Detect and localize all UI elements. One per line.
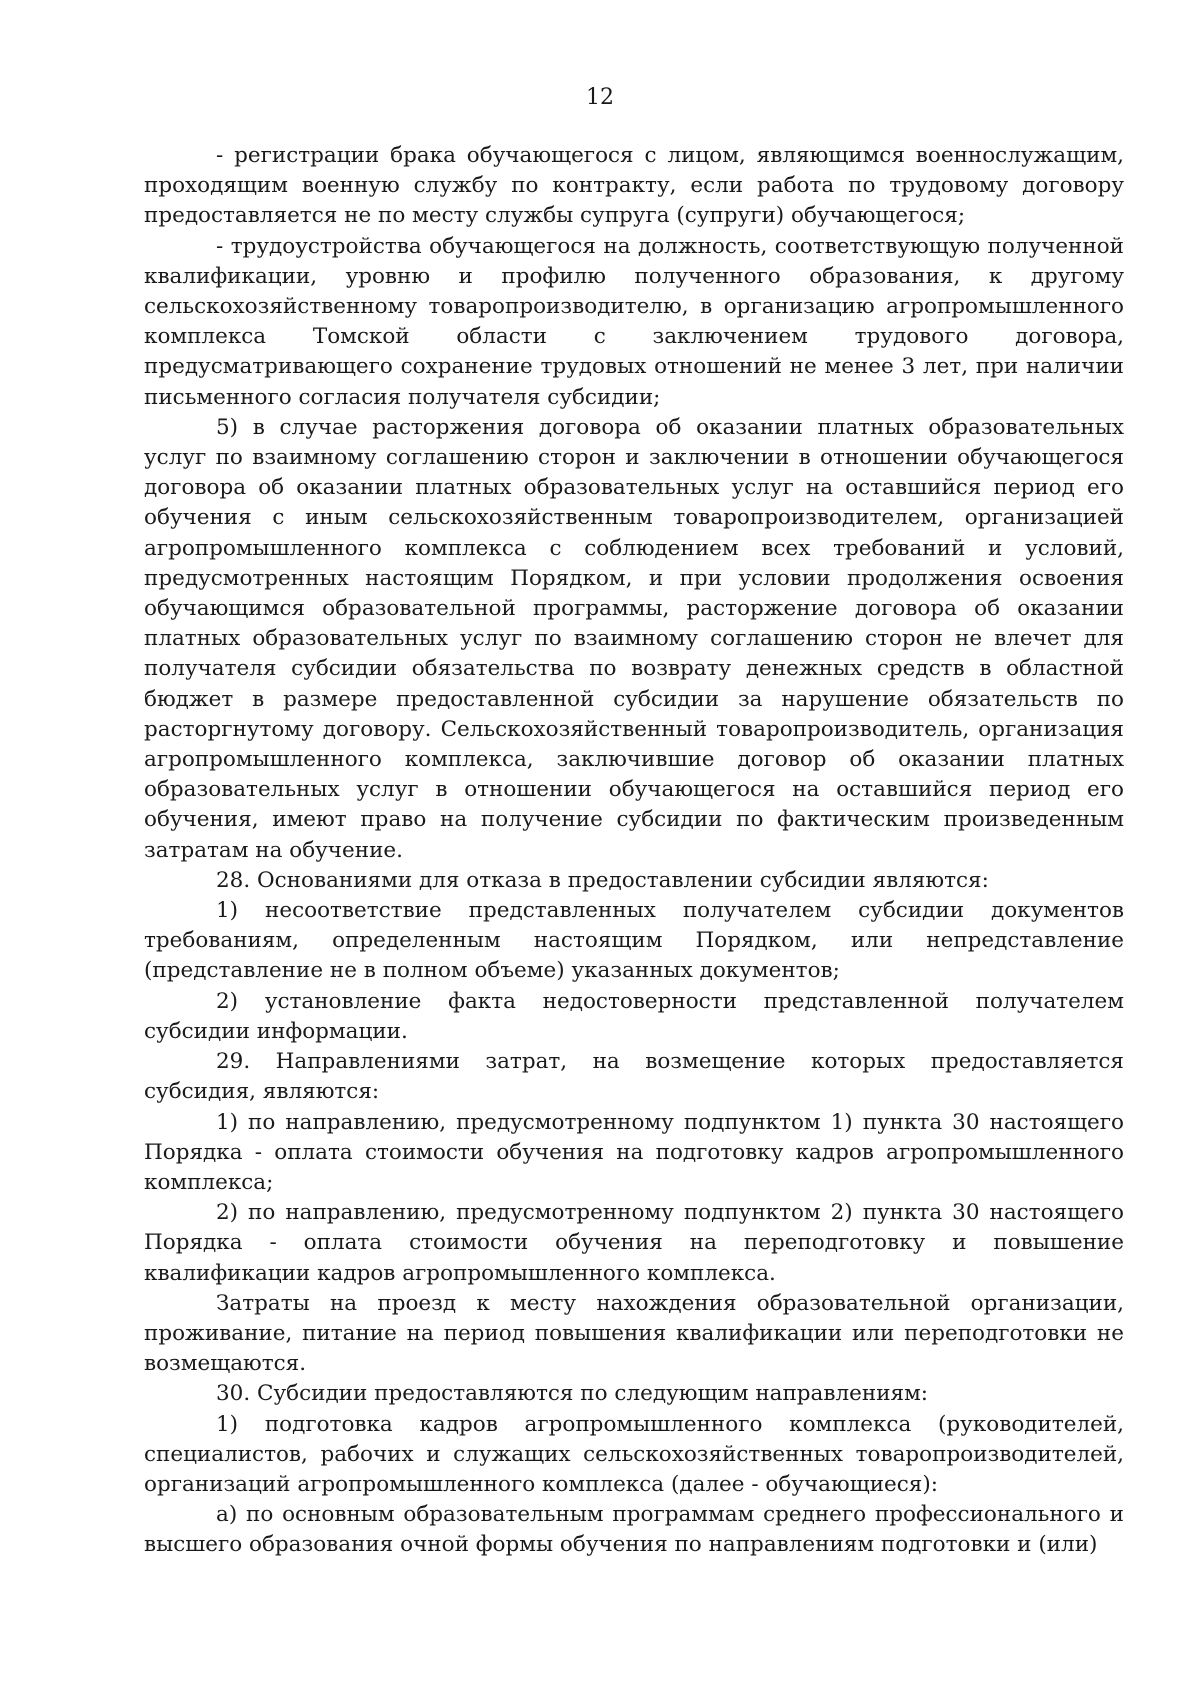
paragraph-travel-costs: Затраты на проезд к месту нахождения образовательной организации, проживание, питание на период повышения квалификации или переподготовки не возмещаются. bbox=[144, 1290, 1124, 1377]
paragraph-28-item-1: 1) несоответствие представленных получателем субсидии документов требованиям, определенным настоящим Порядком, или непредставление (представление не в полном объеме) указанных документов; bbox=[144, 898, 1124, 984]
paragraph-28-refusal-grounds: 28. Основаниями для отказа в предоставлении субсидии являются: bbox=[216, 867, 989, 893]
page-number: 12 bbox=[586, 85, 614, 110]
paragraph-marriage-registration: - регистрации брака обучающегося с лицом, являющимся военнослужащим, проходящим военную службу по контракту, если работа по трудовому договору предоставляется не по месту службы супруга (супруги) обучающегося; bbox=[144, 143, 1124, 229]
paragraph-30-item-a: а) по основным образовательным программам среднего профессионального и высшего образования очной формы обучения по направлениям подготовки и (или) bbox=[144, 1502, 1124, 1558]
paragraph-29-item-2: 2) по направлению, предусмотренному подпунктом 2) пункта 30 настоящего Порядка - оплата стоимости обучения на переподготовку и повышение квалификации кадров агропромышленного комплекса. bbox=[144, 1200, 1124, 1286]
paragraph-30-item-1: 1) подготовка кадров агропромышленного комплекса (руководителей, специалистов, рабочих и служащих сельскохозяйственных товаропроизводителей, организаций агропромышленного комплекса (далее - обучающиеся): bbox=[144, 1411, 1124, 1497]
paragraph-contract-termination: 5) в случае расторжения договора об оказании платных образовательных услуг по взаимному соглашению сторон и заключении в отношении обучающегося договора об оказании платных образовательных услуг на оставшийся период его обучения с иным сельскохозяйственным товаропроизводителем, организацией агропромышленного комплекса с соблюдением всех требований и условий, предусмотренных настоящим Порядком, и при условии продолжения освоения обучающимся образовательной программы, расторжение договора об оказании платных образовательных услуг по взаимному соглашению сторон не влечет для получателя субсидии обязательства по возврату денежных средств в областной бюджет в размере предоставленной субсидии за нарушение обязательств по расторгнутому договору. Сельскохозяйственный товаропроизводитель, организация агропромышленного комплекса, заключившие договор об оказании платных образовательных услуг в отношении обучающегося на оставшийся период его обучения, имеют право на получение субсидии по фактическим произведенным затратам на обучение. bbox=[144, 414, 1124, 863]
paragraph-28-item-2: 2) установление факта недостоверности представленной получателем субсидии информации. bbox=[144, 988, 1124, 1044]
paragraph-30-subsidy-directions: 30. Субсидии предоставляются по следующим направлениям: bbox=[216, 1381, 929, 1407]
paragraph-29-cost-directions: 29. Направлениями затрат, на возмещение которых предоставляется субсидия, являются: bbox=[144, 1049, 1124, 1105]
document-body bbox=[144, 141, 1124, 1561]
paragraph-employment-transfer: - трудоустройства обучающегося на должность, соответствующую полученной квалификации, уровню и профилю полученного образования, к другому сельскохозяйственному товаропроизводителю, в организацию агропромышленного комплекса Томской области с заключением трудового договора, предусматривающего сохранение трудовых отношений не менее 3 лет, при наличии письменного согласия получателя субсидии; bbox=[144, 233, 1124, 410]
paragraph-29-item-1: 1) по направлению, предусмотренному подпунктом 1) пункта 30 настоящего Порядка - оплата стоимости обучения на подготовку кадров агропромышленного комплекса; bbox=[144, 1109, 1124, 1195]
